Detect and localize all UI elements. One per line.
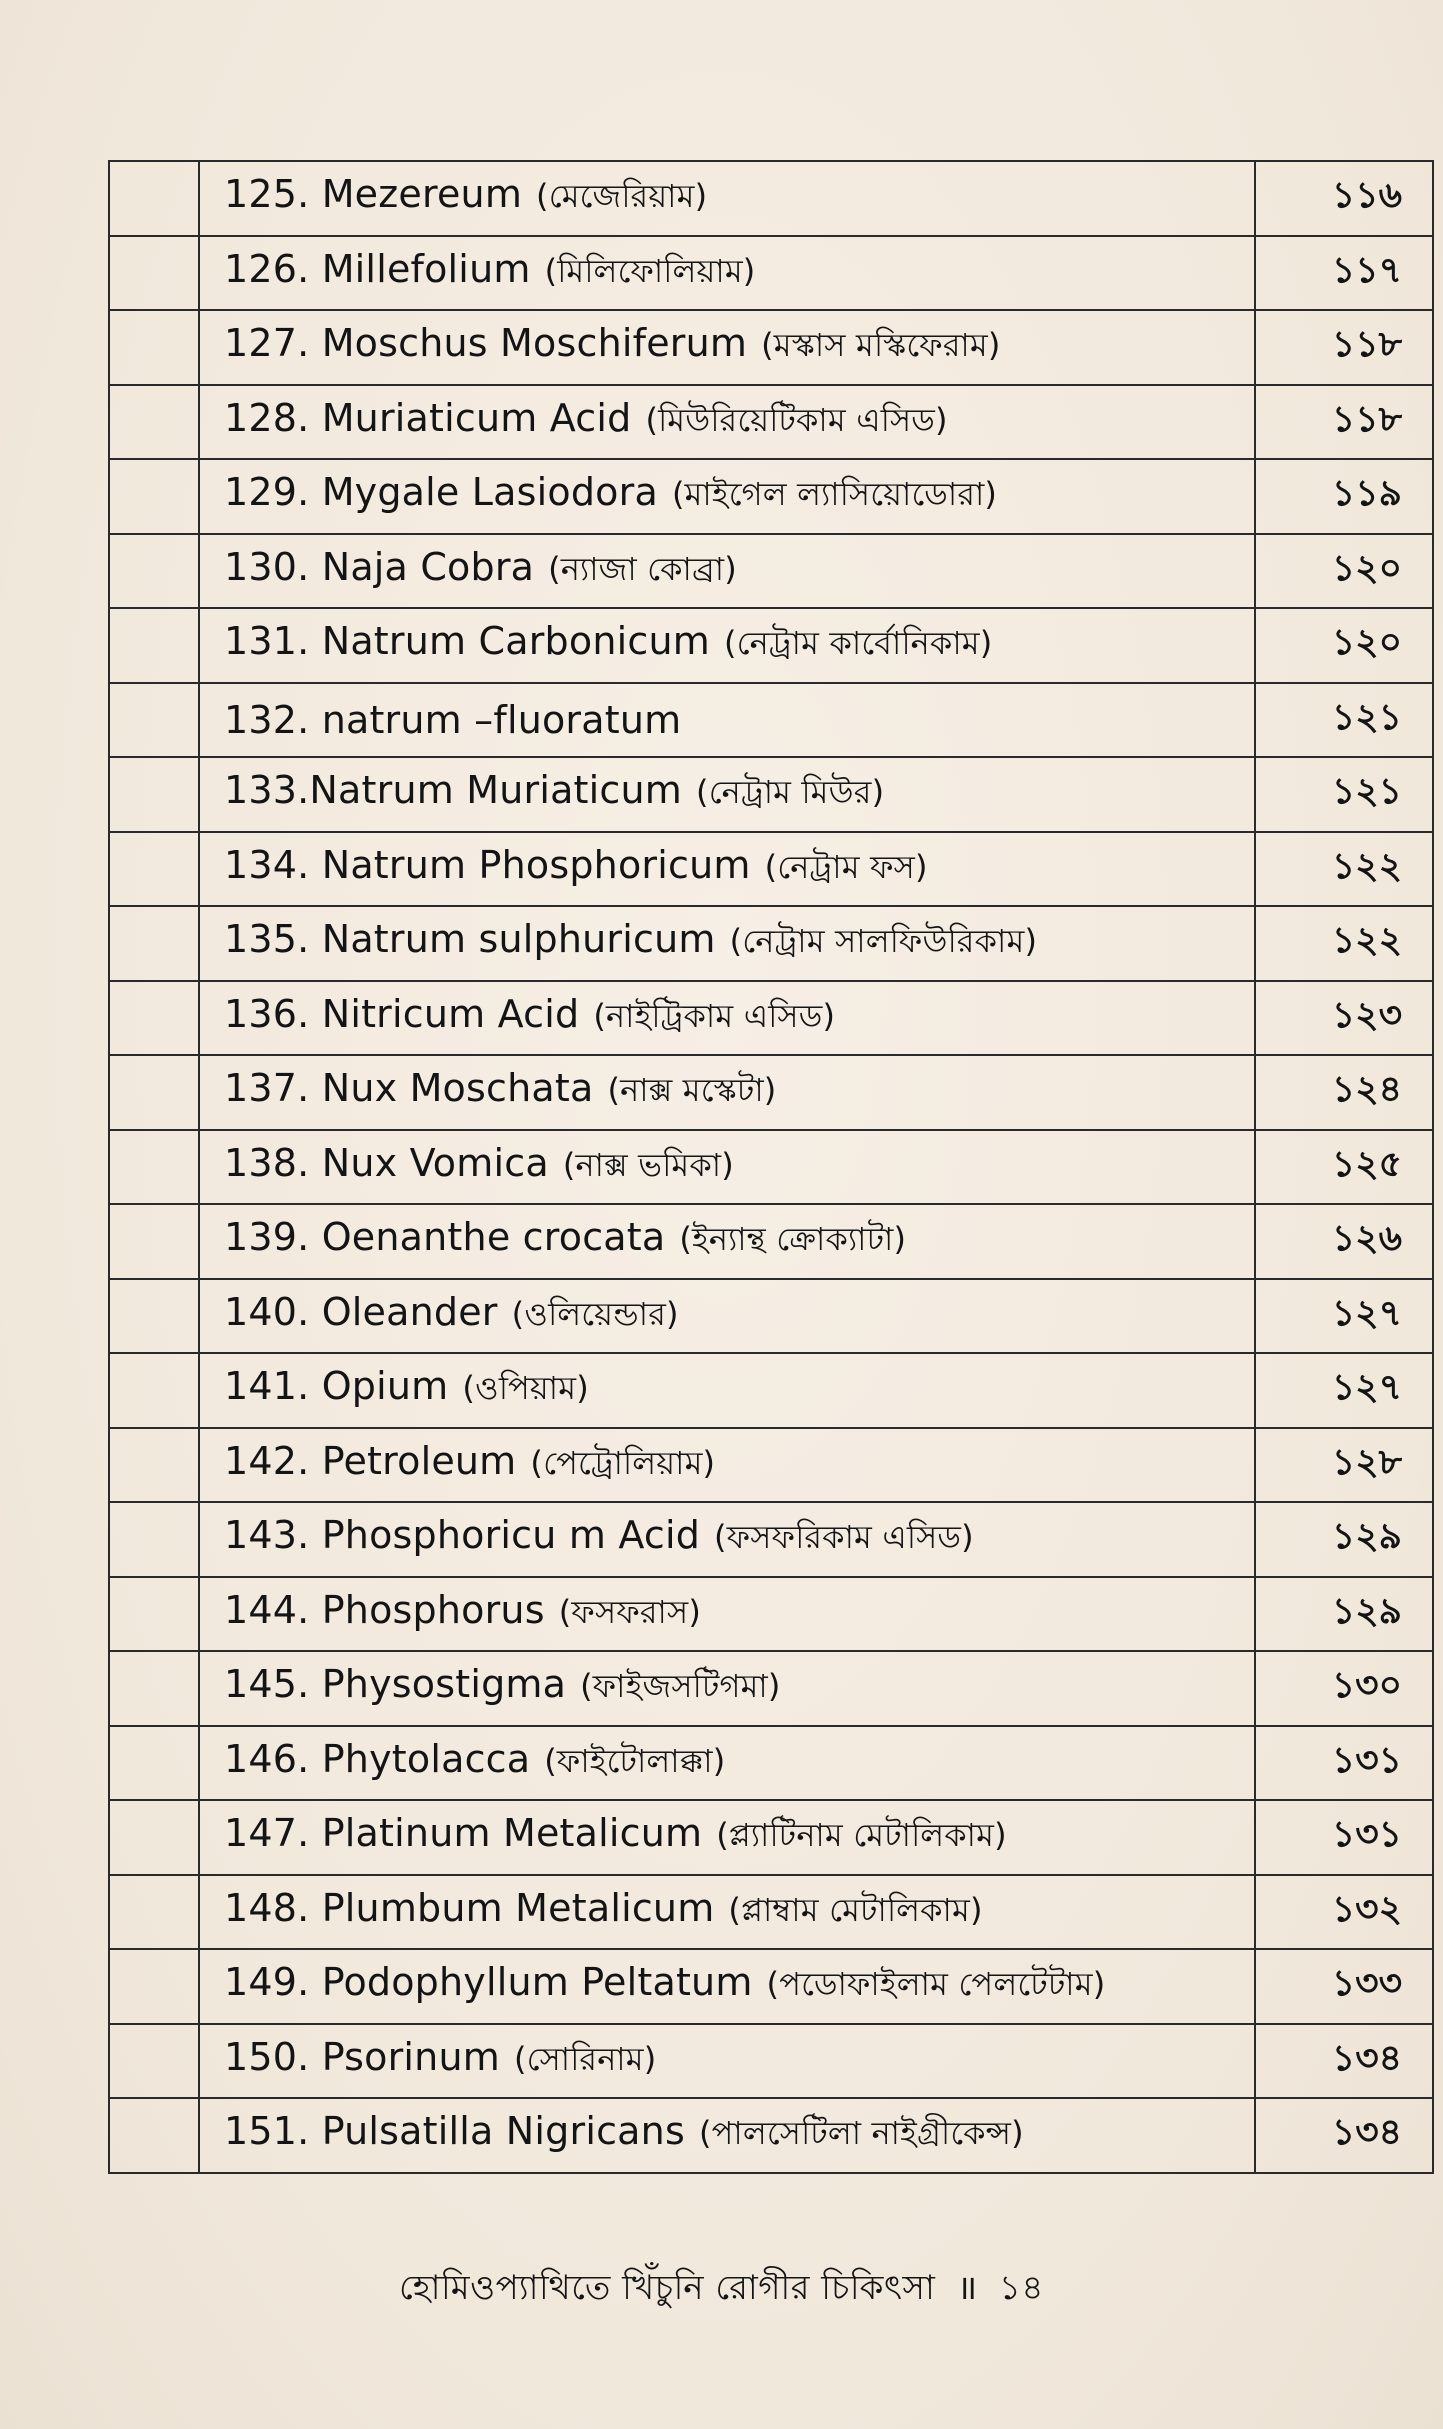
remedy-name: 145. Physostigma [224,1662,567,1707]
page-number-cell: ১২৩ [1255,981,1433,1056]
remedy-name: 126. Millefolium [224,246,531,291]
page-number-cell: ১৩৪ [1255,2098,1433,2173]
page-number-cell: ১৩৩ [1255,1949,1433,2024]
blank-margin-cell [109,1726,199,1801]
remedy-name: 127. Moschus Moschiferum [224,321,748,366]
remedy-bengali-name: (নাক্স মস্কেটা) [607,1071,777,1110]
remedy-entry-cell [199,608,1255,683]
blank-margin-cell [109,832,199,907]
page-number-cell: ১২৫ [1255,1130,1433,1205]
page-number-cell: ১২০ [1255,608,1433,683]
remedy-name: 143. Phosphoricu m Acid [224,1513,701,1558]
remedy-name: 147. Platinum Metalicum [224,1811,703,1856]
table-row [109,236,1433,311]
remedy-name: 142. Petroleum [224,1438,517,1483]
remedy-bengali-name: (মেজেরিয়াম) [536,177,708,216]
table-row [109,310,1433,385]
remedy-entry-cell [199,1279,1255,1354]
blank-margin-cell [109,1130,199,1205]
page-number-cell: ১২৭ [1255,1353,1433,1428]
remedy-entry-cell [199,2098,1255,2173]
remedy-entry-cell [199,1726,1255,1801]
blank-margin-cell [109,1800,199,1875]
remedy-name: 129. Mygale Lasiodora [224,470,658,515]
remedy-name: 139. Oenanthe crocata [224,1215,666,1260]
footer-title: হোমিওপ্যাথিতে খিঁচুনি রোগীর চিকিৎসা [399,2268,936,2308]
remedy-bengali-name: (ফসফরাস) [558,1592,702,1631]
remedy-bengali-name: (ফাইজসটিগমা) [580,1667,781,1706]
remedy-bengali-name: (নেট্রাম কার্বোনিকাম) [723,624,993,663]
table-row [109,981,1433,1056]
page-number-cell: ১২৭ [1255,1279,1433,1354]
remedy-entry-cell [199,1353,1255,1428]
remedy-entry-cell [199,683,1255,758]
remedy-entry-cell [199,2024,1255,2099]
blank-margin-cell [109,1428,199,1503]
remedy-bengali-name: (প্লাম্বাম মেটালিকাম) [728,1890,983,1929]
remedy-name: 135. Natrum sulphuricum [224,917,716,962]
remedy-entry-cell [199,1055,1255,1130]
remedy-entry-cell [199,1651,1255,1726]
page-number-cell: ১২৪ [1255,1055,1433,1130]
blank-margin-cell [109,683,199,758]
page-number-cell: ১২২ [1255,832,1433,907]
blank-margin-cell [109,1651,199,1726]
table-row [109,1577,1433,1652]
remedy-bengali-name: (মিউরিয়েটিকাম এসিড) [645,400,948,439]
remedy-bengali-name: (নেট্রাম ফস) [764,847,928,886]
table-row [109,1204,1433,1279]
blank-margin-cell [109,236,199,311]
remedy-entry-cell [199,385,1255,460]
remedy-entry-cell [199,1130,1255,1205]
blank-margin-cell [109,757,199,832]
blank-margin-cell [109,310,199,385]
page-number-cell: ১১৯ [1255,459,1433,534]
table-row [109,1800,1433,1875]
table-row [109,2024,1433,2099]
table-row [109,1279,1433,1354]
page-number-cell: ১২১ [1255,757,1433,832]
table-row [109,906,1433,981]
blank-margin-cell [109,161,199,236]
table-row [109,1055,1433,1130]
page-number-cell: ১২৯ [1255,1577,1433,1652]
remedy-name: 141. Opium [224,1364,449,1409]
page-number-cell: ১১৮ [1255,310,1433,385]
table-row [109,1428,1433,1503]
table-row [109,1353,1433,1428]
table-row [109,385,1433,460]
table-row [109,534,1433,609]
remedy-bengali-name: (ওপিয়াম) [462,1369,589,1408]
remedy-bengali-name: (নাইট্রিকাম এসিড) [593,996,836,1035]
table-row [109,2098,1433,2173]
blank-margin-cell [109,385,199,460]
remedy-bengali-name: (নেট্রাম মিউর) [696,773,885,812]
remedy-bengali-name: (মস্কাস মস্কিফেরাম) [761,326,1001,365]
index-table [108,160,1434,2174]
page-number-cell: ১১৮ [1255,385,1433,460]
remedy-name: 150. Psorinum [224,2034,500,2079]
remedy-entry-cell [199,757,1255,832]
remedy-entry-cell [199,1577,1255,1652]
remedy-bengali-name: (ফাইটোলাক্কা) [544,1741,726,1780]
remedy-entry-cell [199,534,1255,609]
remedy-bengali-name: (ন্যাজা কোব্রা) [548,549,737,588]
page-number-cell: ১২৬ [1255,1204,1433,1279]
page-number-cell: ১৩২ [1255,1875,1433,1950]
remedy-name: 128. Muriaticum Acid [224,395,632,440]
blank-margin-cell [109,1875,199,1950]
blank-margin-cell [109,1055,199,1130]
page-number-cell: ১১৬ [1255,161,1433,236]
remedy-bengali-name: (মিলিফোলিয়াম) [544,251,756,290]
table-row [109,757,1433,832]
blank-margin-cell [109,1353,199,1428]
remedy-entry-cell [199,1949,1255,2024]
blank-margin-cell [109,459,199,534]
remedy-entry-cell [199,1502,1255,1577]
remedy-name: 125. Mezereum [224,172,523,217]
table-row [109,1726,1433,1801]
remedy-entry-cell [199,906,1255,981]
remedy-name: 144. Phosphorus [224,1587,545,1632]
table-row [109,459,1433,534]
blank-margin-cell [109,1279,199,1354]
remedy-name: 146. Phytolacca [224,1736,531,1781]
remedy-name: 149. Podophyllum Peltatum [224,1960,753,2005]
remedy-entry-cell [199,1428,1255,1503]
blank-margin-cell [109,1577,199,1652]
table-row [109,683,1433,758]
table-row [109,1130,1433,1205]
blank-margin-cell [109,1949,199,2024]
blank-margin-cell [109,1204,199,1279]
table-row [109,1502,1433,1577]
page-number-cell: ১২০ [1255,534,1433,609]
remedy-name: 140. Oleander [224,1289,498,1334]
remedy-entry-cell [199,1800,1255,1875]
remedy-name: 137. Nux Moschata [224,1066,594,1111]
footer-page-number: ১৪ [998,2268,1044,2308]
remedy-name: 138. Nux Vomica [224,1140,549,1185]
remedy-name: 132. natrum –fluoratum [224,697,682,742]
page-number-cell: ১৩১ [1255,1800,1433,1875]
page-footer [0,2262,1443,2319]
page-number-cell: ১২৮ [1255,1428,1433,1503]
table-row [109,1651,1433,1726]
remedy-bengali-name: (নেট্রাম সালফিউরিকাম) [729,922,1038,961]
remedy-bengali-name: (ফসফরিকাম এসিড) [714,1518,974,1557]
table-row [109,1875,1433,1950]
remedy-entry-cell [199,459,1255,534]
blank-margin-cell [109,906,199,981]
remedy-name: 133.Natrum Muriaticum [224,768,683,813]
page-number-cell: ১৩৪ [1255,2024,1433,2099]
page-number-cell: ১২২ [1255,906,1433,981]
page-number-cell: ১৩১ [1255,1726,1433,1801]
blank-margin-cell [109,1502,199,1577]
table-row [109,1949,1433,2024]
remedy-entry-cell [199,1204,1255,1279]
remedy-name: 148. Plumbum Metalicum [224,1885,715,1930]
remedy-bengali-name: (ওলিয়েন্ডার) [511,1294,679,1333]
table-row [109,832,1433,907]
remedy-bengali-name: (সোরিনাম) [513,2039,657,2078]
remedy-entry-cell [199,981,1255,1056]
page-number-cell: ১২১ [1255,683,1433,758]
blank-margin-cell [109,2098,199,2173]
remedy-bengali-name: (পালসেটিলা নাইগ্রীকেন্স) [698,2114,1024,2153]
remedy-entry-cell [199,832,1255,907]
table-row [109,608,1433,683]
remedy-name: 134. Natrum Phosphoricum [224,842,751,887]
remedy-entry-cell [199,310,1255,385]
table-row [109,161,1433,236]
blank-margin-cell [109,2024,199,2099]
remedy-bengali-name: (নাক্স ভমিকা) [562,1145,734,1184]
remedy-bengali-name: (প্ল্যাটিনাম মেটালিকাম) [716,1816,1007,1855]
remedy-bengali-name: (পেট্রোলিয়াম) [530,1443,716,1482]
page-number-cell: ১২৯ [1255,1502,1433,1577]
remedy-bengali-name: (ইন্যান্থ ক্রোক্যাটা) [679,1220,907,1259]
footer-separator: ॥ [956,2268,978,2308]
remedy-entry-cell [199,236,1255,311]
remedy-entry-cell [199,161,1255,236]
remedy-bengali-name: (মাইগেল ল্যাসিয়োডোরা) [671,475,998,514]
remedy-name: 131. Natrum Carbonicum [224,619,710,664]
blank-margin-cell [109,608,199,683]
blank-margin-cell [109,981,199,1056]
remedy-entry-cell [199,1875,1255,1950]
page-number-cell: ১৩০ [1255,1651,1433,1726]
remedy-name: 151. Pulsatilla Nigricans [224,2109,685,2154]
remedy-bengali-name: (পডোফাইলাম পেলটেটাম) [766,1965,1106,2004]
remedy-name: 130. Naja Cobra [224,544,535,589]
remedy-name: 136. Nitricum Acid [224,991,580,1036]
page-number-cell: ১১৭ [1255,236,1433,311]
blank-margin-cell [109,534,199,609]
